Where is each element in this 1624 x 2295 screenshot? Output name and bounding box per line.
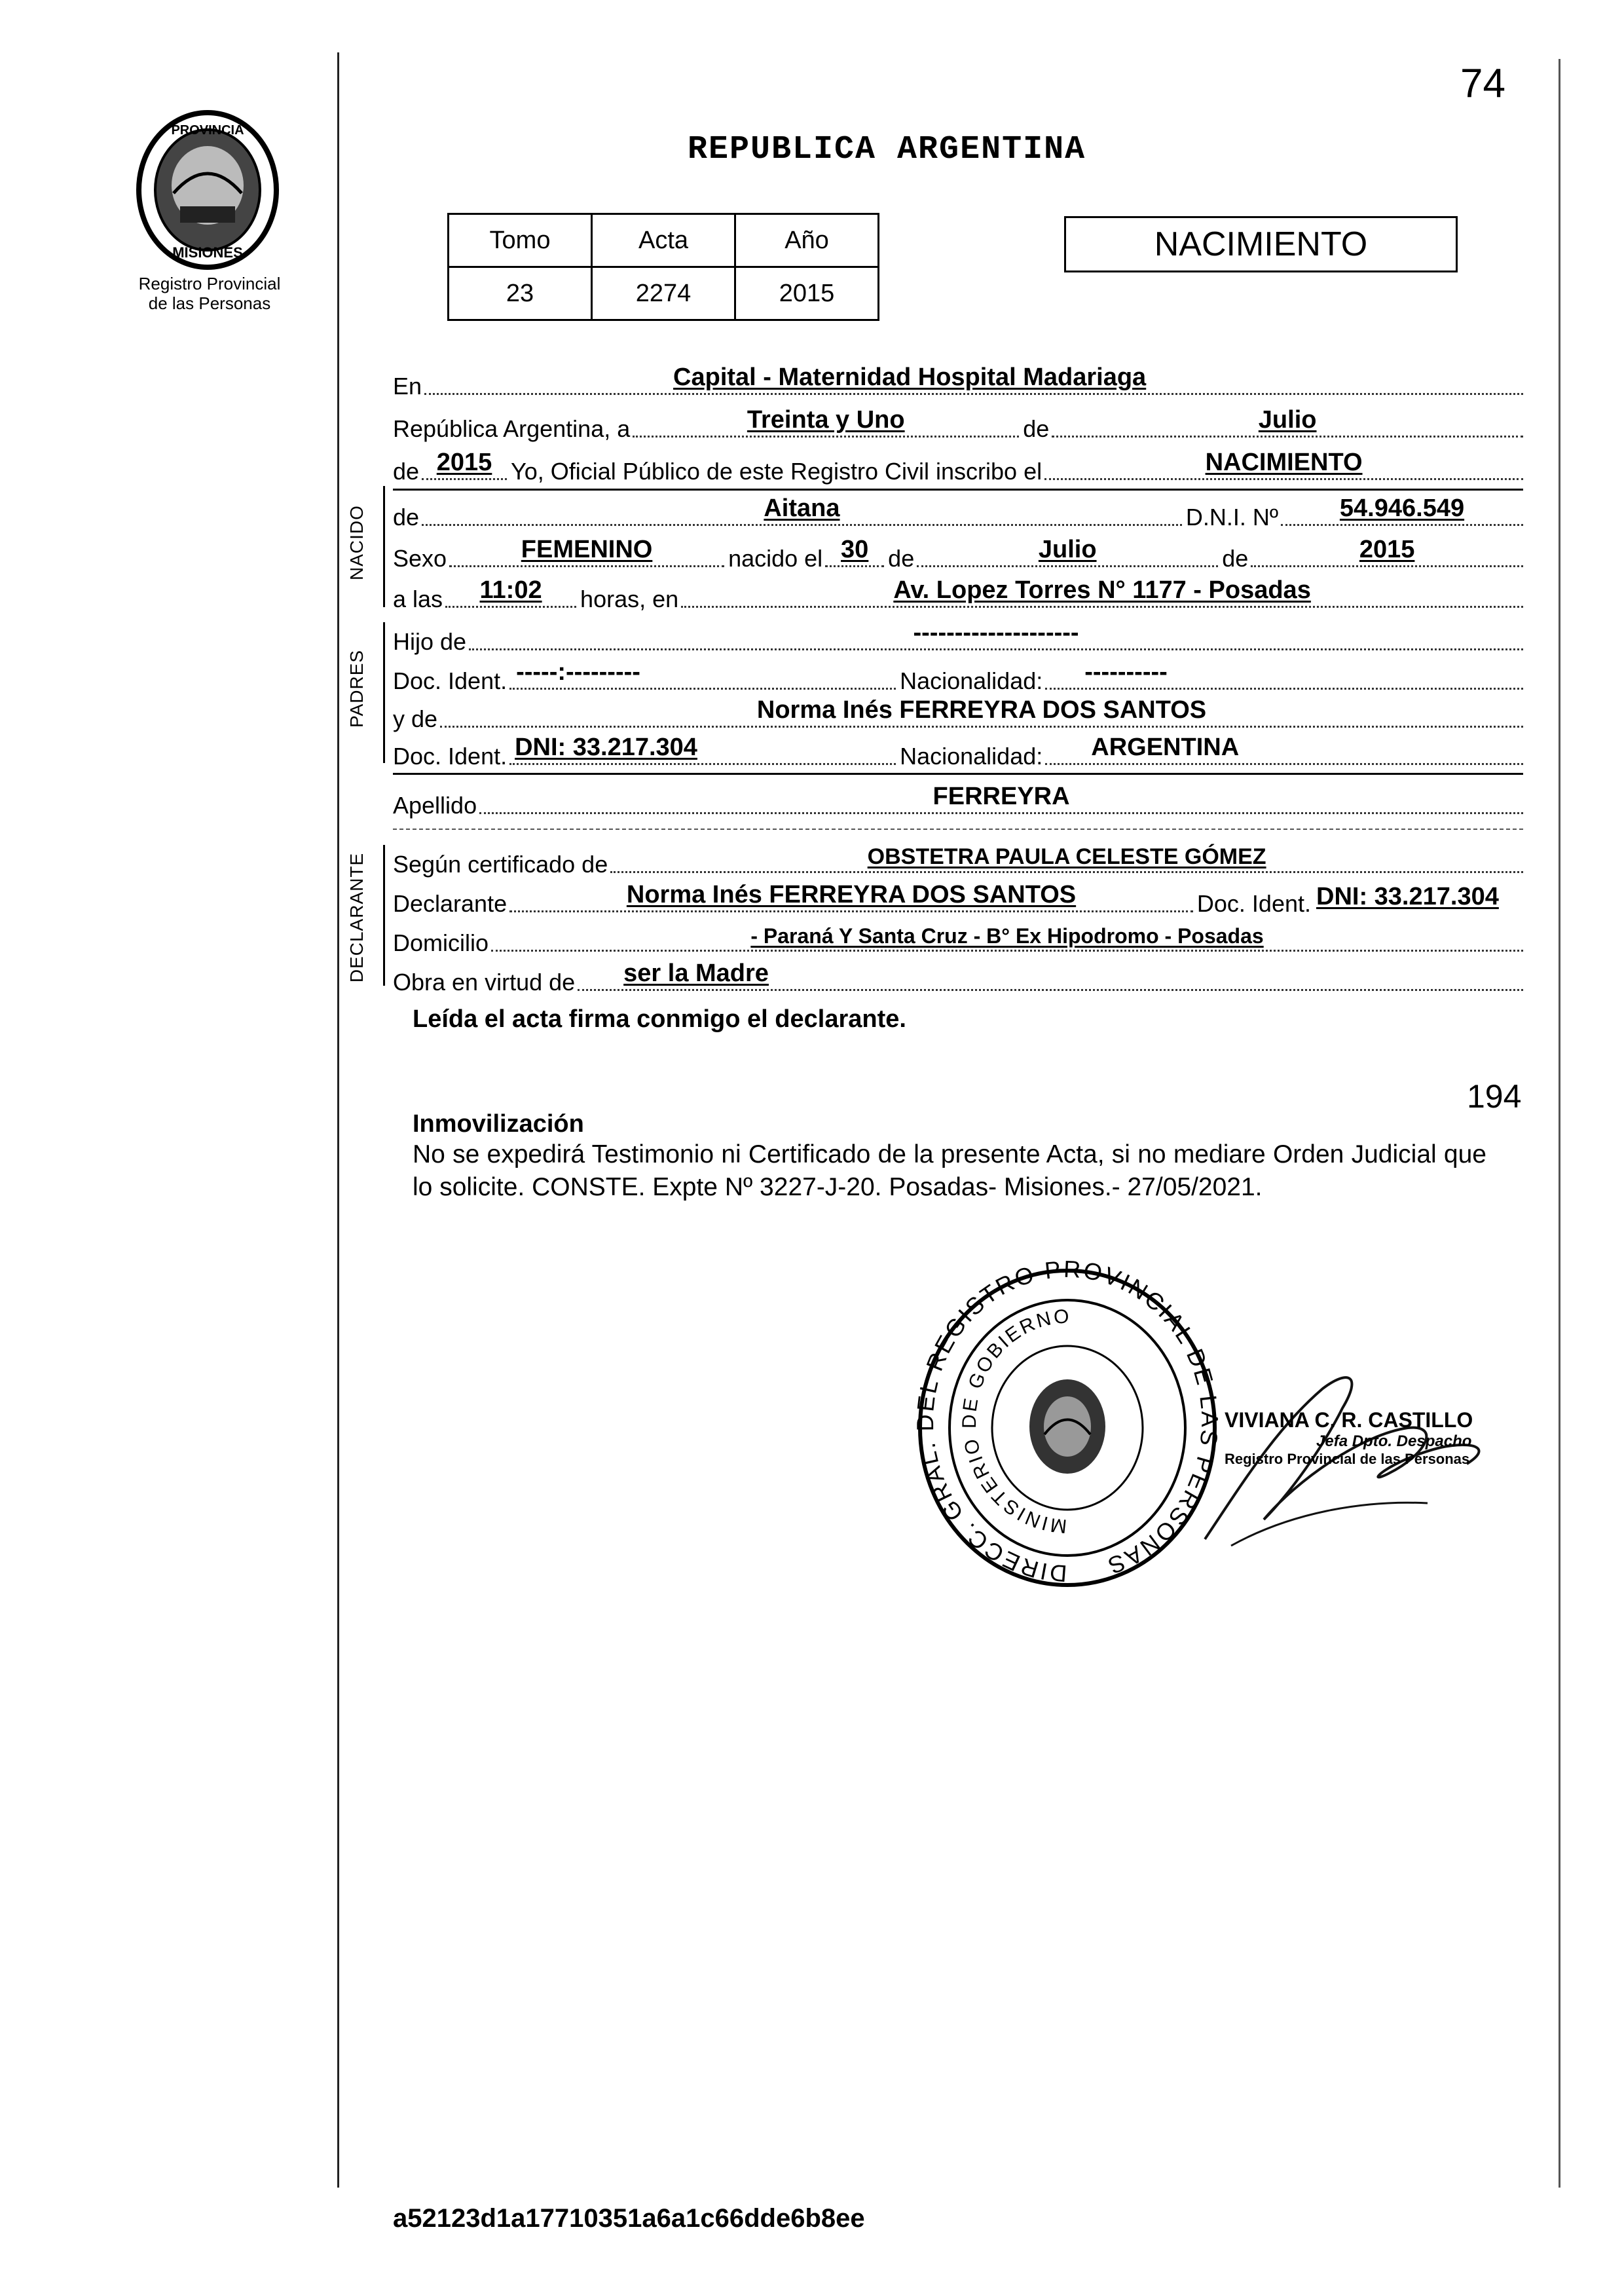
row-sexo bbox=[393, 536, 1523, 572]
seal-outer-text: DIRECC. GRAL. DEL REGISTRO PROVINCIAL DE LAS PERSONAS bbox=[911, 1258, 1224, 1588]
day-words-value: Treinta y Uno bbox=[747, 406, 905, 434]
father-nationality-value: ---------- bbox=[1084, 658, 1168, 686]
registry-label-line1: Registro Provincial bbox=[138, 274, 281, 293]
row-nacido-name bbox=[393, 494, 1523, 531]
mother-name-value: Norma Inés FERREYRA DOS SANTOS bbox=[756, 696, 1207, 724]
row-hijo-de bbox=[393, 619, 1523, 656]
signature-stamp bbox=[1225, 1408, 1539, 1468]
obra-label: Obra en virtud de bbox=[393, 969, 576, 996]
certificado-label: Según certificado de bbox=[393, 851, 608, 878]
row-father-doc bbox=[393, 658, 1523, 695]
en-label: En bbox=[393, 373, 422, 400]
domicilio-label: Domicilio bbox=[393, 929, 489, 956]
y-de-label: y de bbox=[393, 705, 438, 732]
declarante-bar bbox=[383, 845, 385, 986]
dni-label: D.N.I. Nº bbox=[1185, 504, 1278, 531]
father-nationality-label: Nacionalidad: bbox=[900, 667, 1043, 694]
signer-office: Registro Provincial de las Personas bbox=[1225, 1451, 1470, 1467]
child-name-value: Aitana bbox=[764, 494, 840, 522]
country-title: REPUBLICA ARGENTINA bbox=[688, 131, 1086, 168]
svg-text:PROVINCIA: PROVINCIA bbox=[171, 123, 244, 138]
right-margin-line bbox=[1559, 59, 1560, 2188]
apellido-label: Apellido bbox=[393, 792, 477, 819]
republica-label: República Argentina, a bbox=[393, 415, 631, 442]
row-apellido bbox=[393, 783, 1523, 819]
acta-value: 2274 bbox=[592, 267, 735, 320]
tomo-value: 23 bbox=[449, 267, 592, 320]
row-certificado bbox=[393, 842, 1523, 878]
record-type-box: NACIMIENTO bbox=[1064, 216, 1458, 272]
separator-2 bbox=[393, 773, 1523, 775]
row-declarante bbox=[393, 881, 1523, 918]
folio-number: 194 bbox=[1467, 1078, 1522, 1115]
certificate-by-value: OBSTETRA PAULA CELESTE GÓMEZ bbox=[867, 844, 1266, 869]
record-table bbox=[447, 213, 879, 321]
row-year bbox=[393, 449, 1523, 485]
official-seal bbox=[910, 1258, 1225, 1598]
nacido-de-label-2: de bbox=[888, 545, 915, 572]
registry-logo bbox=[134, 108, 282, 272]
mother-nationality-value: ARGENTINA bbox=[1091, 734, 1240, 761]
left-margin-line bbox=[337, 52, 339, 2188]
row-hora bbox=[393, 576, 1523, 613]
declarant-doc-value: DNI: 33.217.304 bbox=[1316, 883, 1499, 910]
row-domicilio bbox=[393, 920, 1523, 957]
place-value: Capital - Maternidad Hospital Madariaga bbox=[673, 364, 1147, 391]
row-y-de bbox=[393, 696, 1523, 733]
capacity-value: ser la Madre bbox=[623, 960, 769, 987]
nacido-de-label-3: de bbox=[1222, 545, 1249, 572]
birth-month-value: Julio bbox=[1038, 536, 1097, 563]
svg-text:MISIONES: MISIONES bbox=[172, 244, 243, 261]
anio-value: 2015 bbox=[735, 267, 879, 320]
tomo-header: Tomo bbox=[449, 214, 592, 267]
apellido-value: FERREYRA bbox=[932, 783, 1070, 810]
acta-header: Acta bbox=[592, 214, 735, 267]
inmov-title: Inmovilización bbox=[413, 1110, 584, 1138]
month-value: Julio bbox=[1258, 406, 1317, 434]
father-name-value: -------------------- bbox=[913, 619, 1079, 646]
inmov-text: No se expedirá Testimonio ni Certificado de la presente Acta, si no mediare Orden Judicial que lo solicite. CONSTE. Expte Nº 3227-J-20. Posadas- Misiones.- 27/05/2021. bbox=[413, 1140, 1486, 1201]
declarant-doc-label: Doc. Ident. bbox=[1196, 890, 1311, 917]
registry-label-line2: de las Personas bbox=[148, 293, 271, 313]
row-en bbox=[393, 364, 1523, 400]
nacido-section-label: NACIDO bbox=[346, 505, 367, 580]
row-republica bbox=[393, 406, 1523, 443]
sexo-label: Sexo bbox=[393, 545, 447, 572]
anio-header: Año bbox=[735, 214, 879, 267]
signer-title: Jefa Dpto. Despacho bbox=[1316, 1432, 1472, 1450]
document-hash: a52123d1a17710351a6a1c66dde6b8ee bbox=[393, 2204, 865, 2233]
row-obra bbox=[393, 960, 1523, 996]
year-de-label: de bbox=[393, 458, 420, 485]
father-doc-label: Doc. Ident. bbox=[393, 667, 507, 694]
sex-value: FEMENINO bbox=[521, 536, 653, 563]
signer-name: VIVIANA C. R. CASTILLO bbox=[1225, 1408, 1473, 1432]
birth-time-value: 11:02 bbox=[479, 576, 542, 604]
birth-place-value: Av. Lopez Torres N° 1177 - Posadas bbox=[893, 576, 1311, 604]
mother-doc-value: DNI: 33.217.304 bbox=[515, 734, 697, 761]
birth-year-value: 2015 bbox=[1359, 536, 1415, 563]
child-dni-value: 54.946.549 bbox=[1339, 494, 1465, 522]
seal-inner-text: MINISTERIO DE GOBIERNO bbox=[958, 1305, 1072, 1537]
mother-doc-label: Doc. Ident. bbox=[393, 743, 507, 770]
nacido-bar bbox=[383, 486, 385, 607]
padres-bar bbox=[383, 622, 385, 763]
father-doc-value: -----:--------- bbox=[516, 658, 640, 686]
declarant-name-value: Norma Inés FERREYRA DOS SANTOS bbox=[626, 881, 1077, 908]
de-label: de bbox=[1023, 415, 1050, 442]
separator-3 bbox=[393, 829, 1523, 830]
declarante-label: Declarante bbox=[393, 890, 507, 917]
read-statement: Leída el acta firma conmigo el declarante. bbox=[413, 1005, 906, 1033]
horas-label: horas, en bbox=[580, 586, 679, 612]
nacido-de-label: de bbox=[393, 504, 420, 531]
a-las-label: a las bbox=[393, 586, 443, 612]
padres-section-label: PADRES bbox=[346, 649, 367, 728]
birth-day-value: 30 bbox=[841, 536, 869, 563]
mother-nationality-label: Nacionalidad: bbox=[900, 743, 1043, 770]
officer-text: Yo, Oficial Público de este Registro Civil inscribo el bbox=[511, 458, 1043, 485]
row-mother-doc bbox=[393, 734, 1523, 770]
registry-label bbox=[111, 274, 308, 313]
page-number: 74 bbox=[1460, 61, 1505, 106]
year-value: 2015 bbox=[436, 449, 492, 476]
hijo-de-label: Hijo de bbox=[393, 628, 467, 655]
address-value: - Paraná Y Santa Cruz - B° Ex Hipodromo - Posadas bbox=[750, 924, 1264, 948]
nacido-el-label: nacido el bbox=[728, 545, 823, 572]
inscription-type-value: NACIMIENTO bbox=[1205, 449, 1363, 476]
declarante-section-label: DECLARANTE bbox=[346, 852, 367, 983]
separator-1 bbox=[393, 489, 1523, 491]
